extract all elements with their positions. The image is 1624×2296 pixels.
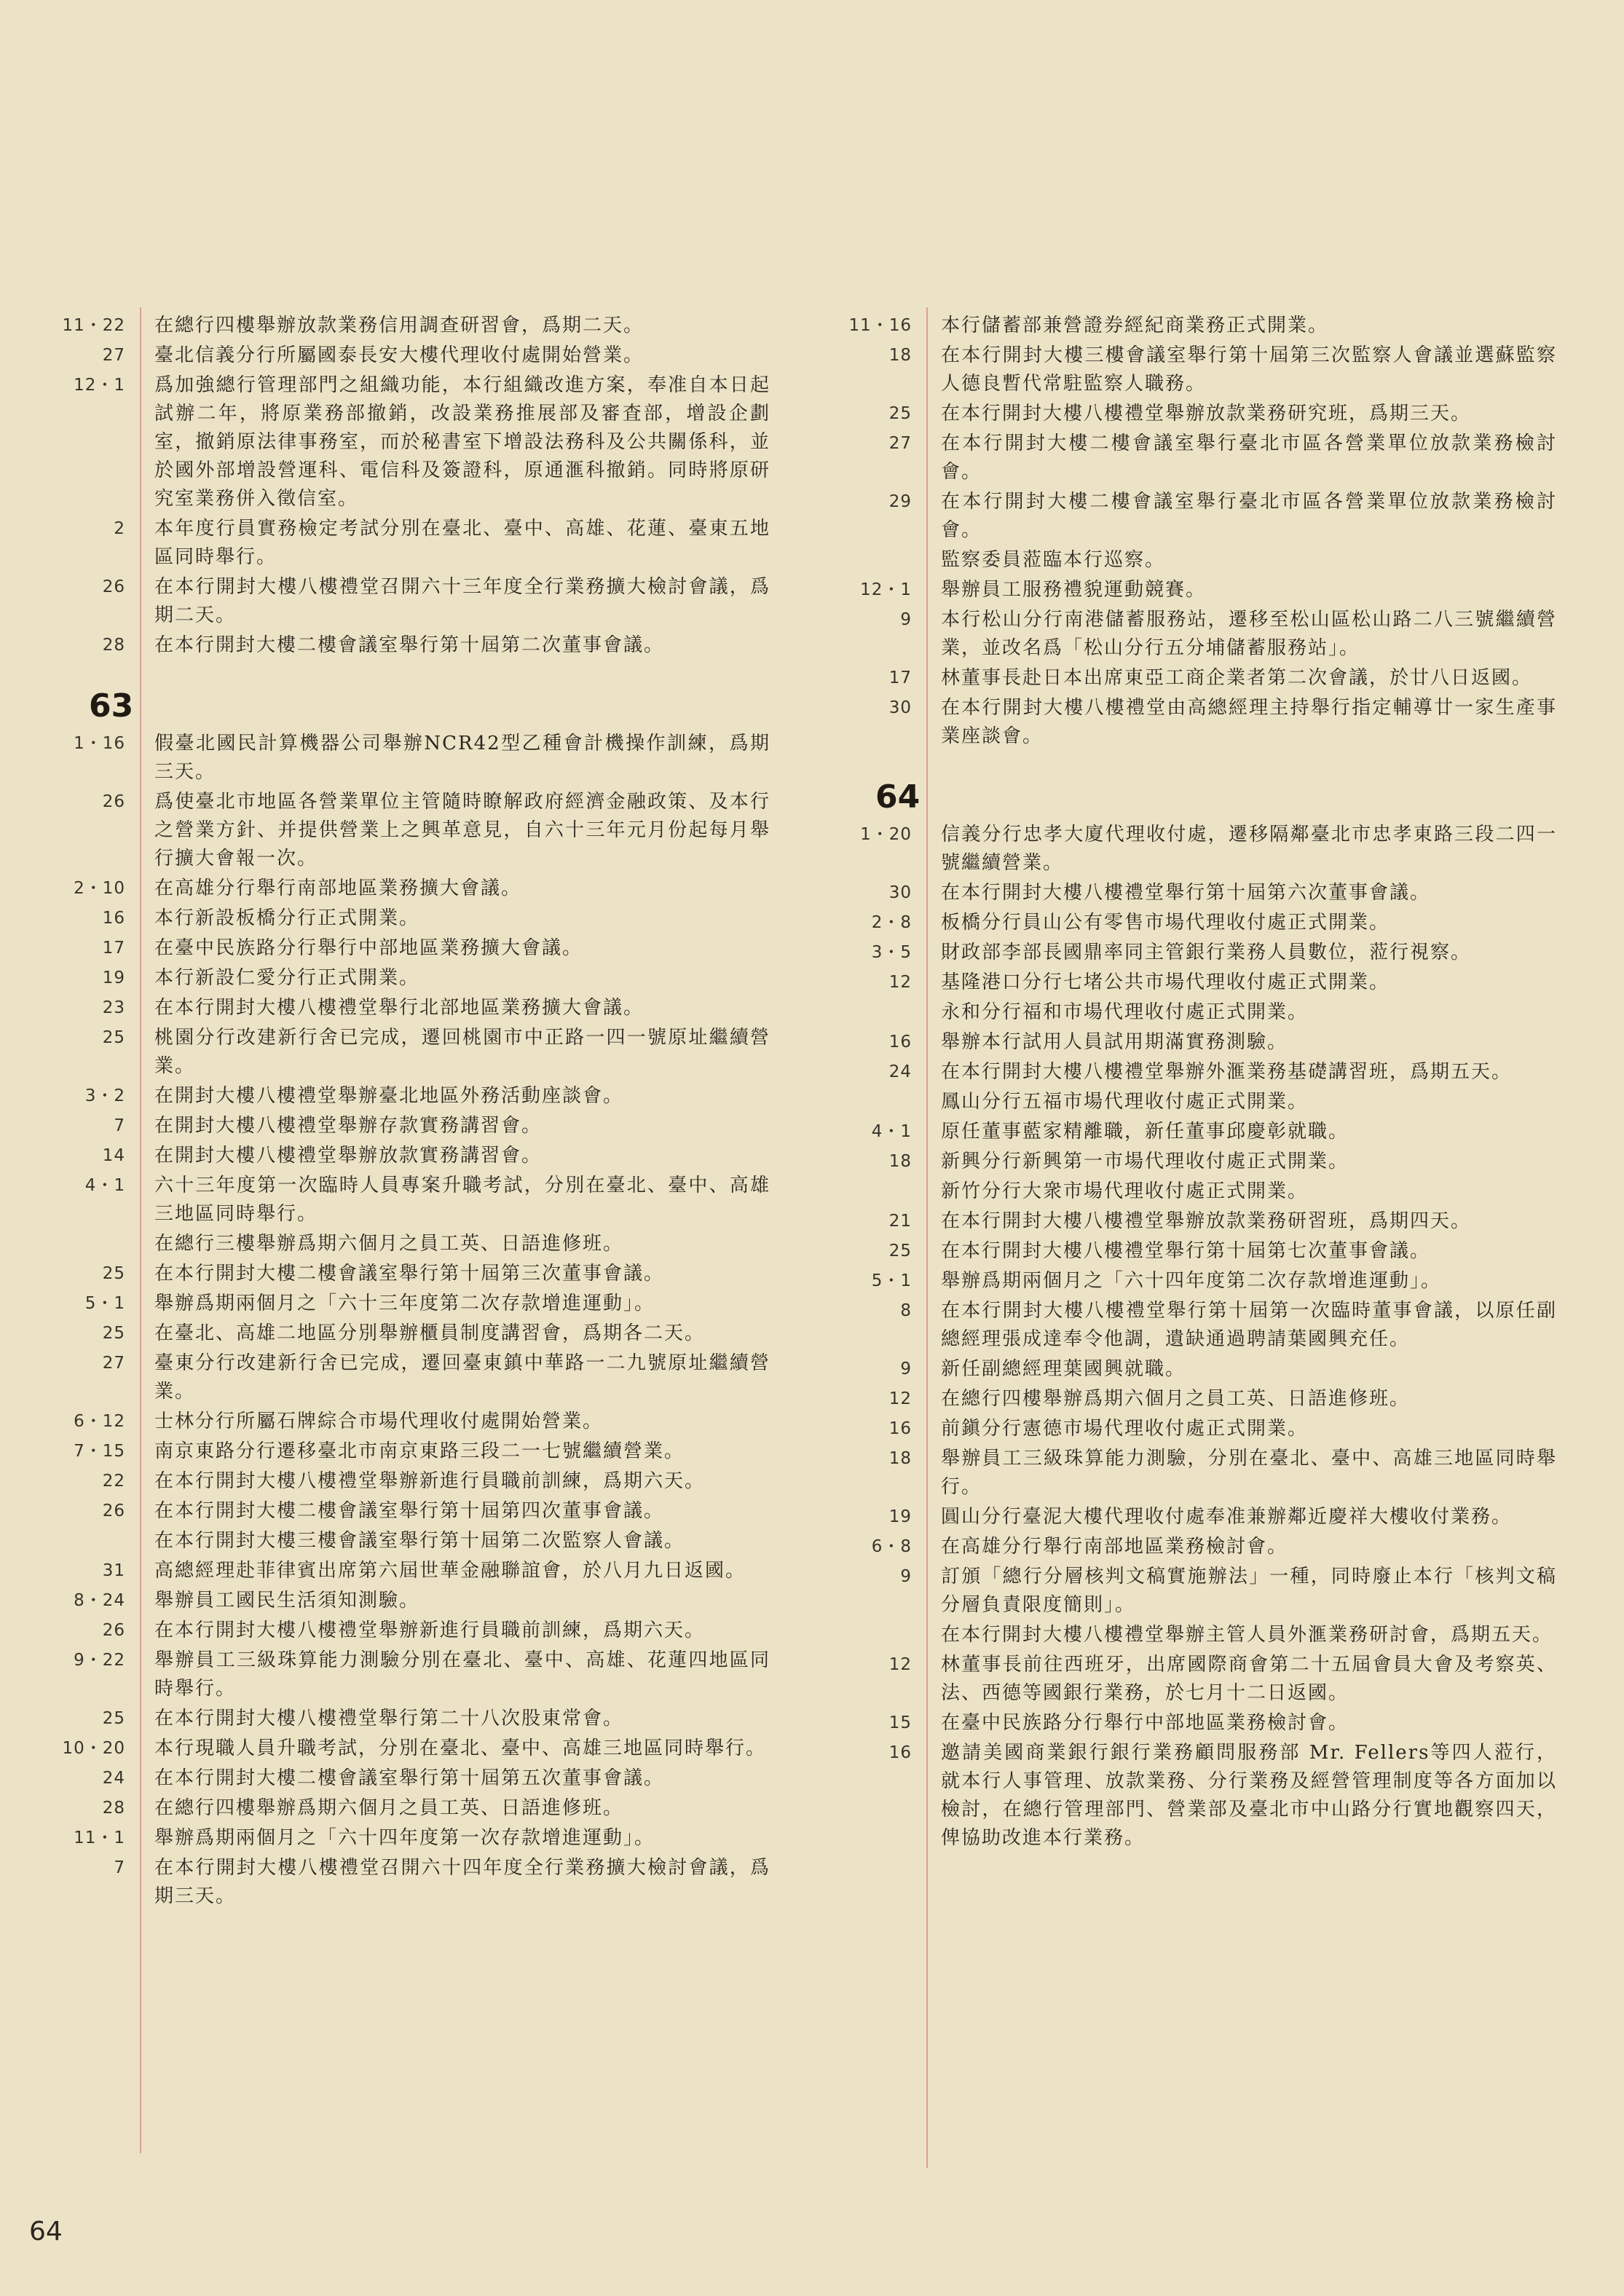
entry-text: 在本行開封大樓八樓禮堂舉辦放款業務研究班，爲期三天。 bbox=[941, 403, 1472, 425]
chronology-entry bbox=[29, 371, 794, 513]
entry-date: 11・16 bbox=[848, 316, 912, 335]
entry-date: 16 bbox=[888, 1033, 912, 1052]
entry-text: 板橋分行員山公有零售市場代理收付處正式開業。 bbox=[941, 912, 1390, 934]
entry-date: 3・5 bbox=[871, 943, 912, 962]
chronology-entry bbox=[816, 1148, 1580, 1176]
chronology-entry bbox=[29, 1437, 794, 1466]
entry-date: 16 bbox=[888, 1419, 912, 1438]
entry-text: 假臺北國民計算機器公司舉辦NCR42型乙種會計機操作訓練，爲期三天。 bbox=[154, 733, 770, 783]
entry-date: 4・1 bbox=[84, 1176, 125, 1195]
chronology-entry bbox=[29, 631, 794, 660]
chronology-entry bbox=[29, 1824, 794, 1853]
chronology-entry bbox=[816, 400, 1580, 428]
entry-text: 舉辦員工服務禮貌運動競賽。 bbox=[941, 579, 1207, 601]
entry-date: 12・1 bbox=[860, 580, 912, 599]
chronology-entry bbox=[816, 1651, 1580, 1708]
chronology-entry bbox=[29, 1764, 794, 1793]
entry-text: 在總行三樓舉辦爲期六個月之員工英、日語進修班。 bbox=[154, 1233, 624, 1255]
entry-date: 2・10 bbox=[74, 879, 125, 898]
chronology-entry bbox=[29, 1735, 794, 1763]
entry-text: 在總行四樓舉辦放款業務信用調查研習會，爲期二天。 bbox=[154, 315, 645, 336]
chronology-entry bbox=[29, 1854, 794, 1911]
chronology-entry bbox=[816, 1297, 1580, 1354]
entry-text: 在本行開封大樓二樓會議室舉行臺北市區各營業單位放款業務檢討會。 bbox=[941, 433, 1557, 483]
entry-date: 4・1 bbox=[871, 1122, 912, 1141]
entry-text: 臺東分行改建新行舍已完成，遷回臺東鎮中華路一二九號原址繼續營業。 bbox=[154, 1352, 770, 1403]
entry-date: 6・8 bbox=[871, 1537, 912, 1556]
entry-text: 在本行開封大樓三樓會議室舉行第十屆第二次監察人會議。 bbox=[154, 1530, 685, 1552]
chronology-entry bbox=[29, 1230, 794, 1258]
entry-text: 在本行開封大樓八樓禮堂舉行第十屆第一次臨時董事會議，以原任副總經理張成達奉令他調，遺缺通過聘請葉國興充任。 bbox=[941, 1300, 1557, 1350]
entry-text: 舉辦爲期兩個月之「六十四年度第二次存款增進運動」。 bbox=[941, 1270, 1442, 1292]
entry-date: 9 bbox=[900, 1360, 912, 1378]
entry-date bbox=[29, 1230, 125, 1258]
entry-text: 在本行開封大樓二樓會議室舉行第十屆第五次董事會議。 bbox=[154, 1767, 665, 1789]
entry-date: 9 bbox=[900, 1567, 912, 1586]
chronology-entry bbox=[816, 1267, 1580, 1295]
entry-text: 在臺中民族路分行舉行中部地區業務檢討會。 bbox=[941, 1712, 1349, 1734]
entry-text: 信義分行忠孝大廈代理收付處，遷移隔鄰臺北市忠孝東路三段二四一號繼續營業。 bbox=[941, 824, 1557, 874]
entry-date: 18 bbox=[888, 1152, 912, 1171]
entry-text: 在本行開封大樓八樓禮堂舉辦外滙業務基礎講習班，爲期五天。 bbox=[941, 1061, 1513, 1083]
chronology-entry bbox=[29, 1557, 794, 1585]
entry-date: 24 bbox=[888, 1062, 912, 1081]
chronology-entry bbox=[29, 875, 794, 903]
chronology-entry bbox=[29, 1142, 794, 1170]
chronology-entry bbox=[816, 1118, 1580, 1146]
chronology-entry bbox=[816, 879, 1580, 907]
entry-text: 本行松山分行南港儲蓄服務站，遷移至松山區松山路二八三號繼續營業，並改名爲「松山分行五分埔儲蓄服務站」。 bbox=[941, 609, 1557, 659]
entry-text: 在本行開封大樓八樓禮堂召開六十四年度全行業務擴大檢討會議，爲期三天。 bbox=[154, 1857, 770, 1907]
entry-text: 在本行開封大樓八樓禮堂舉辦新進行員職前訓練，爲期六天。 bbox=[154, 1470, 706, 1492]
entry-date: 15 bbox=[888, 1713, 912, 1732]
entry-text: 圓山分行臺泥大樓代理收付處奉准兼辦鄰近慶祥大樓收付業務。 bbox=[941, 1506, 1513, 1528]
entry-date: 2・8 bbox=[871, 913, 912, 932]
entry-date: 8・24 bbox=[74, 1591, 125, 1610]
entry-date bbox=[816, 1621, 912, 1649]
chronology-entry bbox=[816, 1177, 1580, 1206]
entry-date: 25 bbox=[102, 1028, 125, 1047]
entry-date: 21 bbox=[888, 1212, 912, 1231]
chronology-entry bbox=[29, 1705, 794, 1733]
chronology-entry bbox=[816, 576, 1580, 604]
entry-date: 30 bbox=[888, 883, 912, 902]
entry-text: 在本行開封大樓二樓會議室舉行臺北市區各營業單位放款業務檢討會。 bbox=[941, 491, 1557, 541]
entry-date: 5・1 bbox=[84, 1294, 125, 1313]
entry-text: 原任董事藍家精離職，新任董事邱慶彰就職。 bbox=[941, 1121, 1349, 1143]
entry-date: 8 bbox=[900, 1301, 912, 1320]
entry-date bbox=[816, 546, 912, 575]
entry-date: 27 bbox=[102, 346, 125, 365]
entry-text: 舉辦爲期兩個月之「六十三年度第二次存款增進運動」。 bbox=[154, 1293, 655, 1314]
entry-date: 7 bbox=[114, 1858, 125, 1877]
entry-text: 在本行開封大樓八樓禮堂舉辦主管人員外滙業務研討會，爲期五天。 bbox=[941, 1624, 1553, 1646]
chronology-entry bbox=[29, 515, 794, 572]
chronology-entry bbox=[816, 1355, 1580, 1384]
entry-date bbox=[816, 998, 912, 1027]
entry-date: 25 bbox=[102, 1264, 125, 1283]
entry-date: 31 bbox=[102, 1561, 125, 1580]
entry-text: 南京東路分行遷移臺北市南京東路三段二一七號繼續營業。 bbox=[154, 1440, 685, 1462]
entry-date: 7・15 bbox=[74, 1442, 125, 1461]
entry-text: 舉辦爲期兩個月之「六十四年度第一次存款增進運動」。 bbox=[154, 1827, 655, 1849]
entry-text: 本行現職人員升職考試，分別在臺北、臺中、高雄三地區同時舉行。 bbox=[154, 1737, 767, 1759]
entry-date: 12・1 bbox=[74, 376, 125, 395]
entry-text: 監察委員蒞臨本行巡察。 bbox=[941, 549, 1166, 571]
entry-date: 25 bbox=[102, 1324, 125, 1343]
entry-date: 11・22 bbox=[62, 316, 125, 335]
entry-date: 29 bbox=[888, 492, 912, 511]
year-heading: 64 bbox=[875, 778, 921, 816]
entry-text: 本行儲蓄部兼營證券經紀商業務正式開業。 bbox=[941, 315, 1329, 336]
chronology-entry bbox=[29, 964, 794, 993]
chronology-entry bbox=[816, 1028, 1580, 1057]
chronology-entry bbox=[29, 1082, 794, 1110]
chronology-entry bbox=[816, 939, 1580, 967]
entry-date: 18 bbox=[888, 1449, 912, 1468]
chronology-entry bbox=[816, 1207, 1580, 1236]
chronology-entry bbox=[29, 1349, 794, 1406]
chronology-entry bbox=[29, 1497, 794, 1526]
entry-text: 在本行開封大樓八樓禮堂由高總經理主持舉行指定輔導廿一家生產事業座談會。 bbox=[941, 697, 1557, 747]
chronology-entry bbox=[816, 821, 1580, 877]
entry-date bbox=[816, 1177, 912, 1206]
entry-date: 9 bbox=[900, 610, 912, 629]
entry-date bbox=[29, 1527, 125, 1555]
chronology-entry bbox=[29, 1646, 794, 1703]
chronology-entry bbox=[816, 664, 1580, 693]
entry-text: 六十三年度第一次臨時人員專案升職考試，分別在臺北、臺中、高雄三地區同時舉行。 bbox=[154, 1175, 770, 1225]
entry-date: 26 bbox=[102, 1502, 125, 1520]
entry-text: 臺北信義分行所屬國泰長安大樓代理收付處開始營業。 bbox=[154, 344, 645, 366]
entry-text: 在高雄分行舉行南部地區業務檢討會。 bbox=[941, 1536, 1288, 1558]
chronology-entry bbox=[816, 1621, 1580, 1649]
entry-date: 1・16 bbox=[74, 734, 125, 753]
chronology-entry bbox=[816, 606, 1580, 663]
entry-date: 25 bbox=[888, 1242, 912, 1261]
entry-date: 3・2 bbox=[84, 1086, 125, 1105]
chronology-entry bbox=[29, 788, 794, 873]
entry-date: 19 bbox=[102, 968, 125, 987]
entry-text: 在臺北、高雄二地區分別舉辦櫃員制度講習會，爲期各二天。 bbox=[154, 1322, 706, 1344]
chronology-entry bbox=[29, 904, 794, 933]
entry-text: 舉辦員工國民生活須知測驗。 bbox=[154, 1590, 420, 1611]
chronology-entry bbox=[816, 1503, 1580, 1531]
chronology-entry bbox=[816, 909, 1580, 937]
entry-text: 舉辦員工三級珠算能力測驗，分別在臺北、臺中、高雄三地區同時舉行。 bbox=[941, 1448, 1557, 1498]
entry-date: 2 bbox=[114, 519, 125, 538]
entry-date: 23 bbox=[102, 998, 125, 1017]
chronology-entry bbox=[29, 730, 794, 786]
chronology-entry bbox=[816, 488, 1580, 545]
entry-date: 27 bbox=[102, 1354, 125, 1373]
entry-text: 永和分行福和市場代理收付處正式開業。 bbox=[941, 1001, 1309, 1023]
chronology-entry bbox=[29, 1408, 794, 1436]
chronology-entry bbox=[816, 312, 1580, 340]
entry-text: 訂頒「總行分層核判文稿實施辦法」一種，同時廢止本行「核判文稿分層負責限度簡則」。 bbox=[941, 1566, 1557, 1616]
entry-text: 邀請美國商業銀行銀行業務顧問服務部 Mr. Fellers等四人蒞行，就本行人事管理、放款業務、分行業務及經營管理制度等各方面加以檢討，在總行管理部門、營業部及臺北市中山路分行實地觀察四天，俾協助改進本行業務。 bbox=[941, 1742, 1557, 1849]
chronology-entry bbox=[816, 968, 1580, 997]
entry-text: 在本行開封大樓二樓會議室舉行第十屆第二次董事會議。 bbox=[154, 634, 665, 656]
entry-text: 在本行開封大樓八樓禮堂舉辦放款業務研習班，爲期四天。 bbox=[941, 1210, 1472, 1232]
chronology-entry bbox=[816, 1563, 1580, 1620]
entry-date: 22 bbox=[102, 1472, 125, 1491]
entry-text: 舉辦本行試用人員試用期滿實務測驗。 bbox=[941, 1031, 1288, 1053]
entry-date: 12 bbox=[888, 1389, 912, 1408]
entry-text: 在開封大樓八樓禮堂舉辦存款實務講習會。 bbox=[154, 1115, 543, 1137]
entry-date: 25 bbox=[888, 404, 912, 423]
entry-date: 14 bbox=[102, 1146, 125, 1165]
chronology-entry bbox=[29, 312, 794, 340]
entry-text: 在臺中民族路分行舉行中部地區業務擴大會議。 bbox=[154, 937, 583, 959]
chronology-entry bbox=[29, 342, 794, 370]
entry-date: 18 bbox=[888, 346, 912, 365]
entry-date: 9・22 bbox=[74, 1651, 125, 1670]
chronology-entry bbox=[816, 1385, 1580, 1413]
chronology-entry bbox=[29, 1527, 794, 1555]
entry-text: 在高雄分行舉行南部地區業務擴大會議。 bbox=[154, 877, 522, 899]
entry-text: 在總行四樓舉辦爲期六個月之員工英、日語進修班。 bbox=[941, 1388, 1411, 1410]
entry-date: 27 bbox=[888, 434, 912, 453]
entry-text: 士林分行所屬石牌綜合市場代理收付處開始營業。 bbox=[154, 1411, 604, 1432]
chronology-entry bbox=[29, 1260, 794, 1288]
entry-date: 19 bbox=[888, 1507, 912, 1526]
entry-text: 在本行開封大樓二樓會議室舉行第十屆第三次董事會議。 bbox=[154, 1263, 665, 1285]
entry-text: 桃園分行改建新行舍已完成，遷回桃園市中正路一四一號原址繼續營業。 bbox=[154, 1027, 770, 1077]
entry-date: 26 bbox=[102, 792, 125, 811]
chronology-entry bbox=[29, 1172, 794, 1228]
entry-text: 爲加強總行管理部門之組織功能，本行組織改進方案，奉准自本日起試辦二年，將原業務部撤銷，改設業務推展部及審査部，增設企劃室，撤銷原法律事務室，而於秘書室下增設法務科及公共關係科，並於國外部增設營運科、電信科及簽證科，原通滙科撤銷。同時將原研究室業務併入徵信室。 bbox=[154, 374, 770, 510]
left-column bbox=[29, 312, 794, 1912]
entry-date: 25 bbox=[102, 1709, 125, 1728]
entry-date: 1・20 bbox=[860, 825, 912, 844]
entry-date: 24 bbox=[102, 1769, 125, 1788]
entry-text: 鳳山分行五福市場代理收付處正式開業。 bbox=[941, 1091, 1309, 1113]
entry-text: 本行新設板橋分行正式開業。 bbox=[154, 907, 420, 929]
entry-date: 11・1 bbox=[74, 1828, 125, 1847]
entry-date bbox=[816, 1088, 912, 1116]
entry-text: 在本行開封大樓八樓禮堂舉辦新進行員職前訓練，爲期六天。 bbox=[154, 1620, 706, 1641]
entry-text: 林董事長赴日本出席東亞工商企業者第二次會議，於廿八日返國。 bbox=[941, 667, 1533, 689]
entry-date: 12 bbox=[888, 1655, 912, 1674]
chronology-entry bbox=[29, 1794, 794, 1823]
entry-date: 28 bbox=[102, 636, 125, 655]
entry-text: 新竹分行大衆市場代理收付處正式開業。 bbox=[941, 1180, 1309, 1202]
entry-date: 26 bbox=[102, 1621, 125, 1640]
chronology-entry bbox=[816, 342, 1580, 398]
entry-text: 新興分行新興第一市場代理收付處正式開業。 bbox=[941, 1151, 1349, 1172]
chronology-entry bbox=[29, 934, 794, 963]
entry-date: 6・12 bbox=[74, 1412, 125, 1431]
chronology-entry bbox=[29, 1319, 794, 1348]
chronology-entry bbox=[29, 1290, 794, 1318]
year-heading: 63 bbox=[89, 687, 134, 725]
entry-text: 在本行開封大樓八樓禮堂舉行第二十八次股東常會。 bbox=[154, 1708, 624, 1729]
entry-text: 本年度行員實務檢定考試分別在臺北、臺中、高雄、花蓮、臺東五地區同時舉行。 bbox=[154, 518, 770, 568]
chronology-entry bbox=[816, 694, 1580, 751]
entry-text: 在本行開封大樓八樓禮堂召開六十三年度全行業務擴大檢討會議，爲期二天。 bbox=[154, 576, 770, 626]
chronology-entry bbox=[816, 1415, 1580, 1443]
chronology-entry bbox=[816, 1709, 1580, 1737]
chronology-entry bbox=[29, 994, 794, 1022]
entry-date: 5・1 bbox=[871, 1271, 912, 1290]
entry-text: 在本行開封大樓二樓會議室舉行第十屆第四次董事會議。 bbox=[154, 1500, 665, 1522]
entry-date: 17 bbox=[888, 668, 912, 687]
entry-date: 28 bbox=[102, 1799, 125, 1818]
entry-text: 基隆港口分行七堵公共市場代理收付處正式開業。 bbox=[941, 971, 1390, 993]
entry-date: 7 bbox=[114, 1116, 125, 1135]
chronology-entry bbox=[816, 1058, 1580, 1086]
chronology-entry bbox=[29, 1617, 794, 1645]
entry-text: 高總經理赴菲律賓出席第六屆世華金融聯誼會，於八月九日返國。 bbox=[154, 1560, 746, 1582]
entry-date: 10・20 bbox=[62, 1739, 125, 1758]
chronology-entry bbox=[816, 998, 1580, 1027]
entry-date: 17 bbox=[102, 939, 125, 958]
entry-text: 林董事長前往西班牙，出席國際商會第二十五屆會員大會及考察英、法、西德等國銀行業務，於七月十二日返國。 bbox=[941, 1654, 1557, 1704]
entry-text: 本行新設仁愛分行正式開業。 bbox=[154, 967, 420, 989]
chronology-entry bbox=[29, 1024, 794, 1081]
entry-text: 在總行四樓舉辦爲期六個月之員工英、日語進修班。 bbox=[154, 1797, 624, 1819]
chronology-entry bbox=[816, 1445, 1580, 1502]
right-column bbox=[816, 312, 1580, 1854]
entry-date: 16 bbox=[102, 909, 125, 928]
chronology-entry bbox=[29, 1587, 794, 1615]
entry-date: 12 bbox=[888, 973, 912, 992]
chronology-entry bbox=[816, 546, 1580, 575]
chronology-entry bbox=[29, 1112, 794, 1140]
entry-text: 在本行開封大樓八樓禮堂舉行第十屆第七次董事會議。 bbox=[941, 1240, 1431, 1262]
entry-date: 16 bbox=[888, 1743, 912, 1762]
entry-text: 在本行開封大樓八樓禮堂舉行第十屆第六次董事會議。 bbox=[941, 882, 1431, 904]
entry-text: 舉辦員工三級珠算能力測驗分別在臺北、臺中、高雄、花蓮四地區同時舉行。 bbox=[154, 1649, 770, 1700]
entry-text: 新任副總經理葉國興就職。 bbox=[941, 1358, 1186, 1380]
entry-date: 26 bbox=[102, 577, 125, 596]
entry-date: 30 bbox=[888, 698, 912, 717]
chronology-entry bbox=[29, 573, 794, 630]
chronology-entry bbox=[816, 1739, 1580, 1853]
entry-text: 財政部李部長國鼎率同主管銀行業務人員數位，蒞行視察。 bbox=[941, 942, 1472, 963]
chronology-entry bbox=[816, 1533, 1580, 1561]
chronology-entry bbox=[816, 1237, 1580, 1266]
chronology-entry bbox=[816, 1088, 1580, 1116]
entry-text: 在開封大樓八樓禮堂舉辦放款實務講習會。 bbox=[154, 1145, 543, 1167]
entry-text: 在開封大樓八樓禮堂舉辦臺北地區外務活動座談會。 bbox=[154, 1085, 624, 1107]
chronology-entry bbox=[29, 1467, 794, 1496]
entry-text: 在本行開封大樓八樓禮堂舉行北部地區業務擴大會議。 bbox=[154, 997, 645, 1019]
entry-text: 在本行開封大樓三樓會議室舉行第十屆第三次監察人會議並選蘇監察人德良暫代常駐監察人職務。 bbox=[941, 344, 1557, 395]
page-number: 64 bbox=[29, 2217, 63, 2246]
entry-text: 前鎭分行憲德市場代理收付處正式開業。 bbox=[941, 1418, 1309, 1440]
entry-text: 爲使臺北市地區各營業單位主管隨時瞭解政府經濟金融政策、及本行之營業方針、并提供營業上之興革意見，自六十三年元月份起每月舉行擴大會報一次。 bbox=[154, 791, 770, 869]
chronology-entry bbox=[816, 430, 1580, 486]
